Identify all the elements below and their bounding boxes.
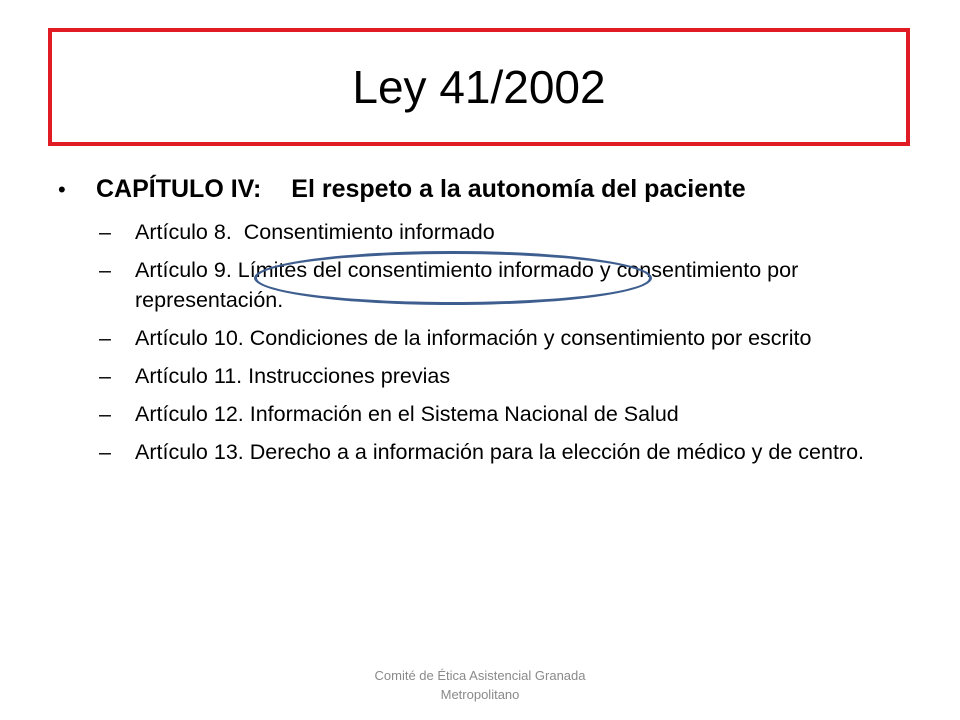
article-text: Artículo 9. Límites del consentimiento informado y consentimiento por representación.: [135, 258, 799, 312]
article-text: Artículo 13. Derecho a a información para la elección de médico y de centro.: [135, 440, 865, 464]
footer: [330, 666, 630, 704]
article-text: Artículo 11. Instrucciones previas: [135, 364, 451, 388]
dash-icon: –: [99, 258, 111, 282]
articles-list: [58, 217, 918, 467]
article-text: Artículo 8. Consentimiento informado: [135, 220, 495, 244]
footer-line-2: Metropolitano: [440, 687, 520, 702]
slide-content: [58, 172, 918, 475]
title-box: [48, 28, 910, 146]
chapter-label: CAPÍTULO IV:: [96, 175, 262, 203]
dash-icon: –: [99, 402, 111, 426]
dash-icon: –: [99, 220, 111, 244]
article-text: Artículo 10. Condiciones de la información y consentimiento por escrito: [135, 326, 812, 350]
chapter-text: El respeto a la autonomía del paciente: [291, 175, 746, 203]
article-item: [58, 217, 918, 247]
article-item: [58, 255, 918, 315]
article-text: Artículo 12. Información en el Sistema Nacional de Salud: [135, 402, 679, 426]
article-item: [58, 361, 918, 391]
dash-icon: –: [99, 326, 111, 350]
footer-line-1: Comité de Ética Asistencial Granada: [374, 668, 586, 683]
dash-icon: –: [99, 364, 111, 388]
article-item: [58, 399, 918, 429]
slide-title: Ley 41/2002: [352, 61, 606, 113]
chapter-bullet-item: [58, 172, 918, 207]
article-item: [58, 437, 918, 467]
bullet-icon: •: [58, 177, 66, 202]
dash-icon: –: [99, 440, 111, 464]
article-item: [58, 323, 918, 353]
